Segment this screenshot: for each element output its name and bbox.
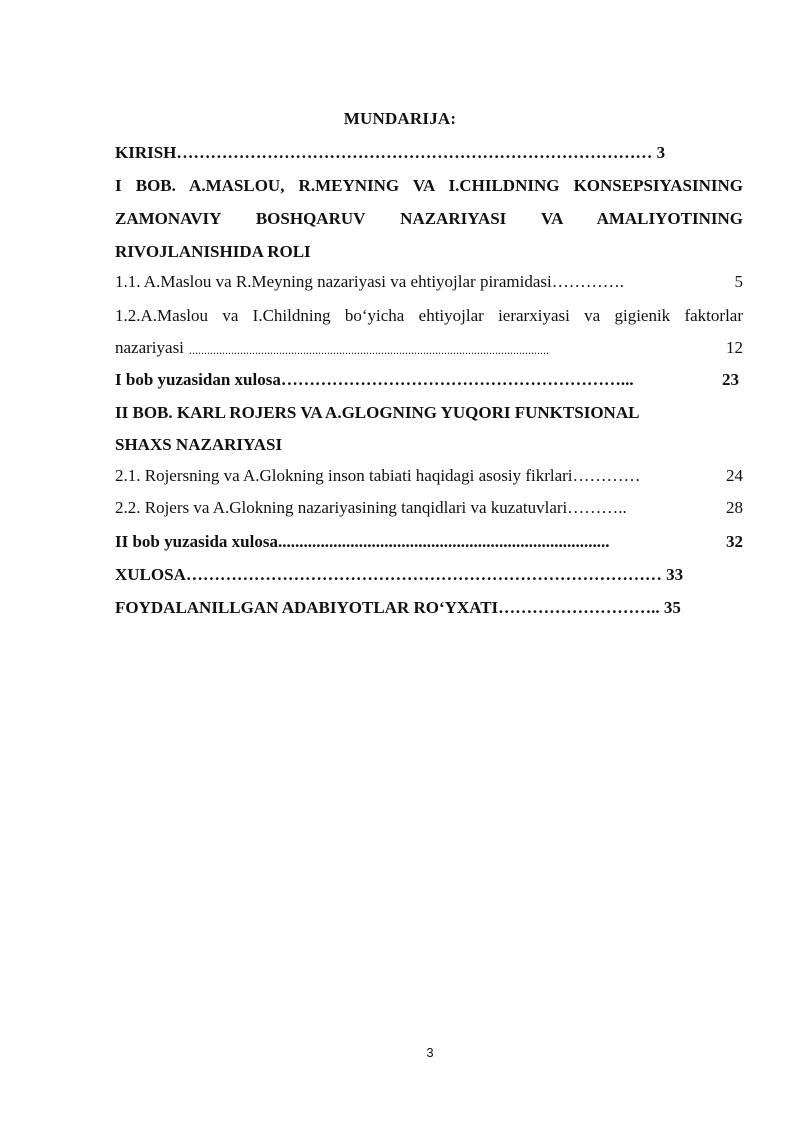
toc-section-1-2-line-1: 1.2.A.Maslou va I.Childning bo‘yicha ehtiyojlar ierarxiyasi va gigienik faktorlar <box>115 306 743 325</box>
toc-section-1-1-page: 5 <box>734 272 743 291</box>
toc-section-2-2-page: 28 <box>726 498 743 517</box>
toc-entry-kirish-text: KIRISH………………………………………………………………………… 3 <box>115 143 666 162</box>
toc-section-1-2-text: nazariyasi <box>115 338 184 357</box>
toc-section-1-1-text: 1.1. A.Maslou va R.Meyning nazariyasi va ehtiyojlar piramidasi…………. <box>115 272 624 291</box>
toc-chapter-1-summary-page: 23 <box>722 370 739 389</box>
toc-entry-bibliography <box>115 598 743 618</box>
toc-section-1-2-line-2 <box>115 338 743 360</box>
toc-section-1-2-leader: ........................................................................................................................ <box>189 343 549 357</box>
page-number: 3 <box>426 1045 434 1060</box>
toc-chapter-2-line-2: SHAXS NAZARIYASI <box>115 435 283 454</box>
toc-chapter-1-line-3: RIVOJLANISHIDA ROLI <box>115 242 311 261</box>
toc-chapter-1-summary <box>115 370 743 392</box>
toc-section-2-2-text: 2.2. Rojers va A.Glokning nazariyasining tanqidlari va kuzatuvlari……….. <box>115 498 627 517</box>
toc-chapter-2-summary <box>115 532 743 554</box>
toc-section-2-1-page: 24 <box>726 466 743 485</box>
toc-section-2-1 <box>115 466 743 488</box>
toc-entry-bibliography-text: FOYDALANILLGAN ADABIYOTLAR RO‘YXATI……………………….. 35 <box>115 598 681 617</box>
toc-chapter-1-line-2: ZAMONAVIY BOSHQARUV NAZARIYASI VA AMALIYOTINING <box>115 209 743 228</box>
toc-entry-conclusion-text: XULOSA………………………………………………………………………… 33 <box>115 565 684 584</box>
toc-section-2-2 <box>115 498 743 520</box>
toc-chapter-2-summary-page: 32 <box>726 532 743 551</box>
toc-chapter-1-summary-text: I bob yuzasidan xulosa……………………………………………………... <box>115 370 634 389</box>
toc-entry-conclusion <box>115 565 743 585</box>
toc-chapter-1-line-1: I BOB. A.MASLOU, R.MEYNING VA I.CHILDNING KONSEPSIYASINING <box>115 176 743 195</box>
toc-chapter-2-summary-text: II bob yuzasida xulosa.............................................................................. <box>115 532 610 551</box>
toc-section-1-1 <box>115 272 743 294</box>
toc-chapter-2-line-1: II BOB. KARL ROJERS VA A.GLOGNING YUQORI FUNKTSIONAL <box>115 403 640 422</box>
toc-entry-kirish <box>115 143 743 163</box>
toc-section-2-1-text: 2.1. Rojersning va A.Glokning inson tabiati haqidagi asosiy fikrlari………… <box>115 466 641 485</box>
toc-title: MUNDARIJA: <box>343 109 457 128</box>
toc-section-1-2-page: 12 <box>726 338 743 357</box>
